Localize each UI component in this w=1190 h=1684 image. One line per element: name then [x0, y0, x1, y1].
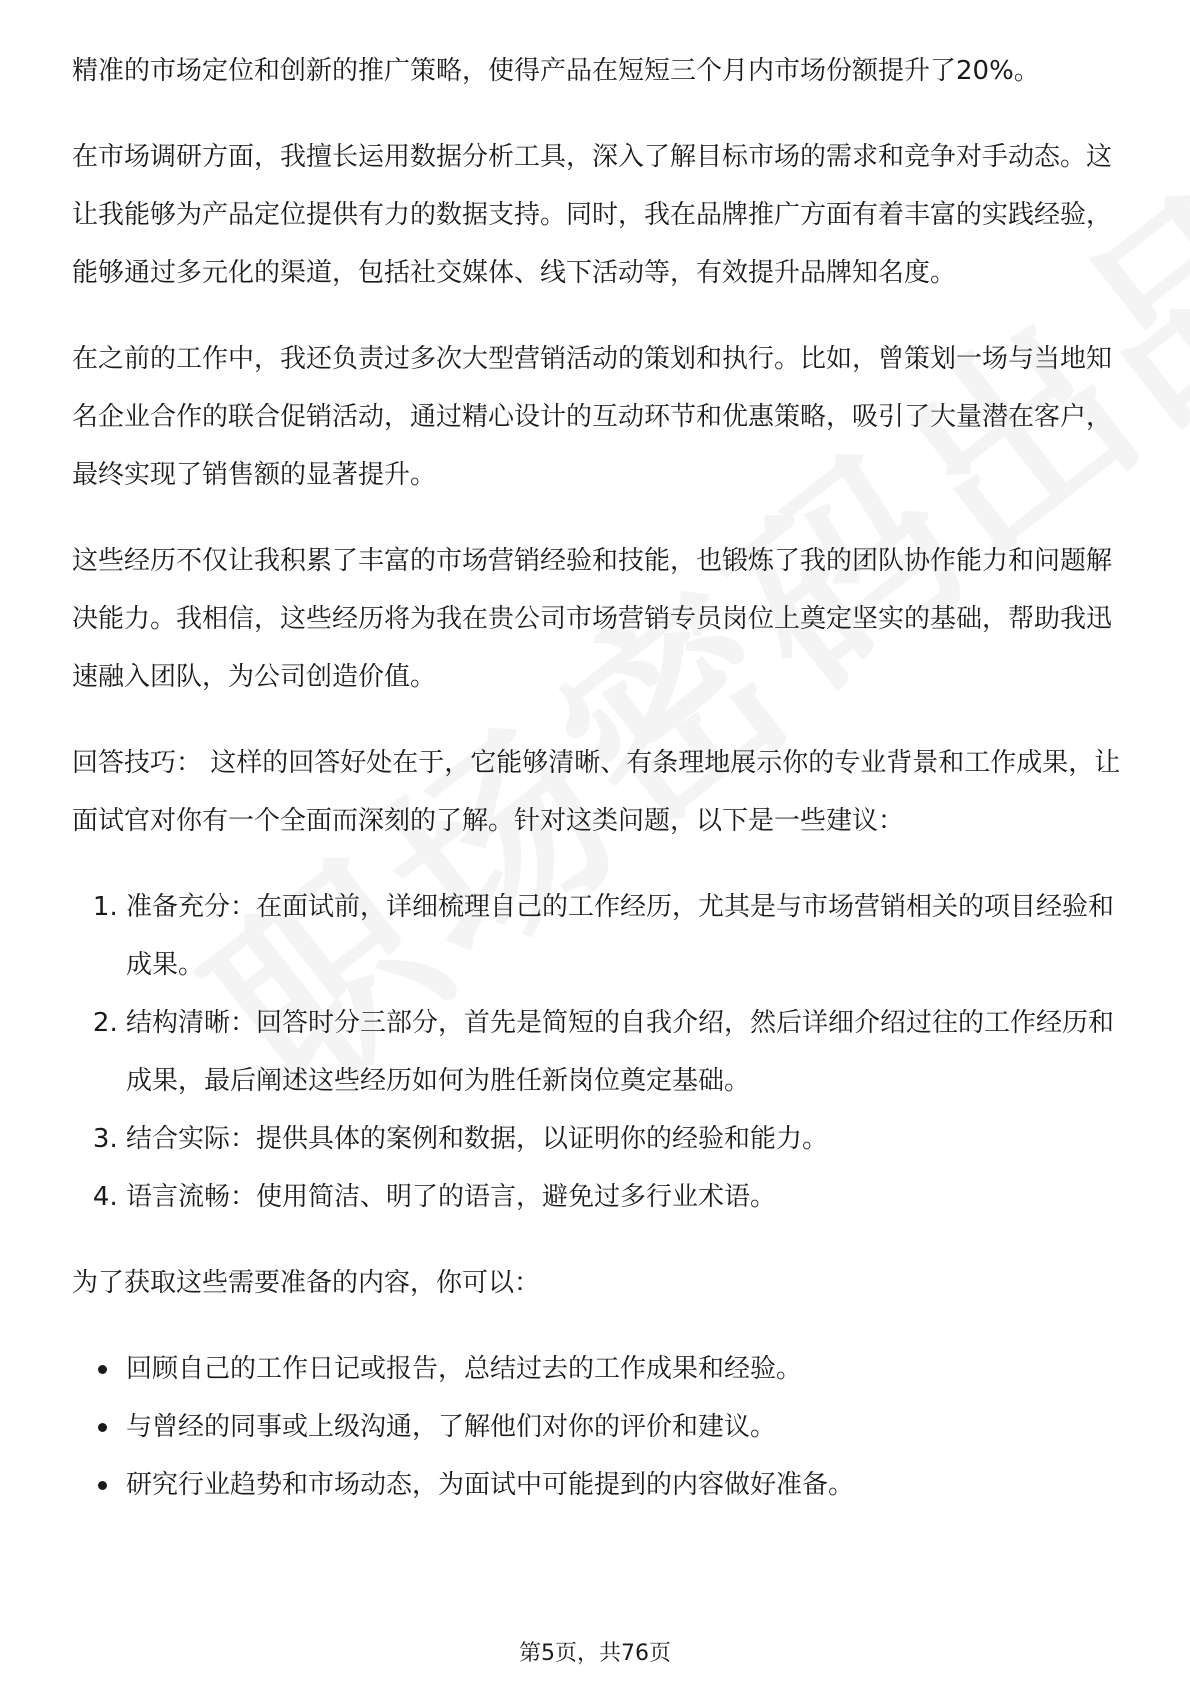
list-item-text: 回顾自己的工作日记或报告，总结过去的工作成果和经验。	[126, 1354, 803, 1384]
page-number: 第5页，共76页	[519, 1641, 671, 1666]
paragraph-market-research: 在市场调研方面，我擅长运用数据分析工具，深入了解目标市场的需求和竞争对手动态。这让我能够为产品定位提供有力的数据支持。同时，我在品牌推广方面有着丰富的实践经验，能够通过多元化的渠道，包括社交媒体、线下活动等，有效提升品牌知名度。	[72, 142, 1113, 288]
paragraph-conclusion: 这些经历不仅让我积累了丰富的市场营销经验和技能，也锻炼了我的团队协作能力和问题解决能力。我相信，这些经历将为我在贵公司市场营销专员岗位上奠定坚实的基础，帮助我迅速融入团队，为公司创造价值。	[72, 546, 1113, 692]
paragraph-campaign-experience: 在之前的工作中，我还负责过多次大型营销活动的策划和执行。比如，曾策划一场与当地知名企业合作的联合促销活动，通过精心设计的互动环节和优惠策略，吸引了大量潜在客户，最终实现了销售额的显著提升。	[72, 344, 1113, 490]
suggestion-list	[72, 878, 1124, 1226]
bullet-icon	[98, 1365, 107, 1374]
preparation-list	[72, 1340, 1124, 1514]
list-item	[126, 1340, 1124, 1398]
list-item-text: 研究行业趋势和市场动态，为面试中可能提到的内容做好准备。	[126, 1470, 855, 1500]
bullet-icon	[98, 1423, 107, 1432]
list-item: 4. 语言流畅：使用简洁、明了的语言，避免过多行业术语。	[126, 1168, 1124, 1226]
paragraph-prep-intro: 为了获取这些需要准备的内容，你可以：	[72, 1268, 541, 1298]
bullet-icon	[98, 1481, 107, 1490]
list-item: 3. 结合实际：提供具体的案例和数据，以证明你的经验和能力。	[126, 1110, 1124, 1168]
list-item: 2. 结构清晰：回答时分三部分，首先是简短的自我介绍，然后详细介绍过往的工作经历和成果，最后阐述这些经历如何为胜任新岗位奠定基础。	[126, 994, 1124, 1110]
list-item	[126, 1398, 1124, 1456]
list-item: 1. 准备充分：在面试前，详细梳理自己的工作经历，尤其是与市场营销相关的项目经验和成果。	[126, 878, 1124, 994]
paragraph-intro-result: 精准的市场定位和创新的推广策略，使得产品在短短三个月内市场份额提升了20%。	[72, 56, 1040, 86]
list-item	[126, 1456, 1124, 1514]
document-page	[72, 42, 1124, 1514]
paragraph-answer-tips: 回答技巧： 这样的回答好处在于，它能够清晰、有条理地展示你的专业背景和工作成果，让面试官对你有一个全面而深刻的了解。针对这类问题，以下是一些建议：	[72, 748, 1121, 836]
list-item-text: 与曾经的同事或上级沟通，了解他们对你的评价和建议。	[126, 1412, 777, 1442]
